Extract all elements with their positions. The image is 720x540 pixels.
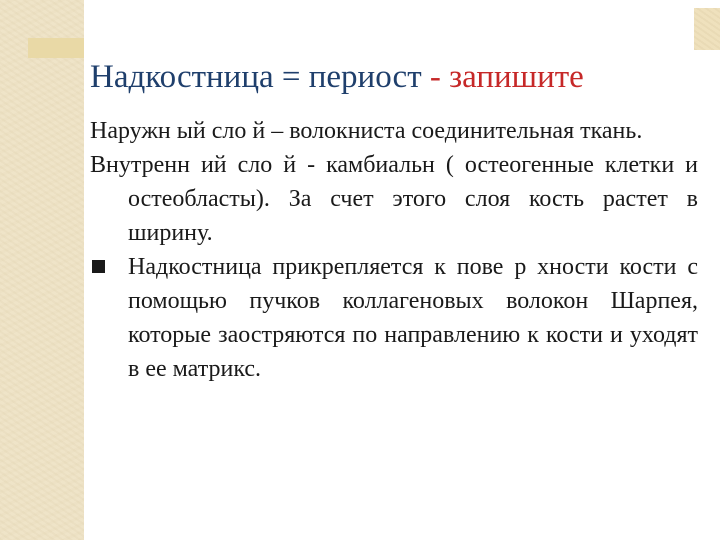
decorative-left-band	[0, 0, 84, 540]
square-bullet-icon	[92, 260, 105, 273]
slide-body	[90, 114, 698, 386]
decorative-accent-strip	[28, 38, 84, 58]
slide-title	[90, 54, 584, 100]
paragraph-outer-layer: Наружн ый сло й – волокниста соединительная ткань.	[90, 118, 643, 144]
decorative-corner-square	[694, 8, 720, 50]
bullet-item	[90, 250, 698, 386]
paragraph-inner-layer: Внутренн ий сло й - камбиальн ( остеогенные клетки и остеобласты). За счет этого слоя кость растет в ширину.	[90, 152, 698, 246]
slide-title-accent: - запишите	[421, 59, 584, 95]
bullet-text: Надкостница прикрепляется к пове р хности кости с помощью пучков коллагеновых волокон Шарпея, которые заостряются по направлению к кости и уходят в ее матрикс.	[128, 254, 698, 382]
slide-title-main: Надкостница = периост	[90, 59, 422, 95]
